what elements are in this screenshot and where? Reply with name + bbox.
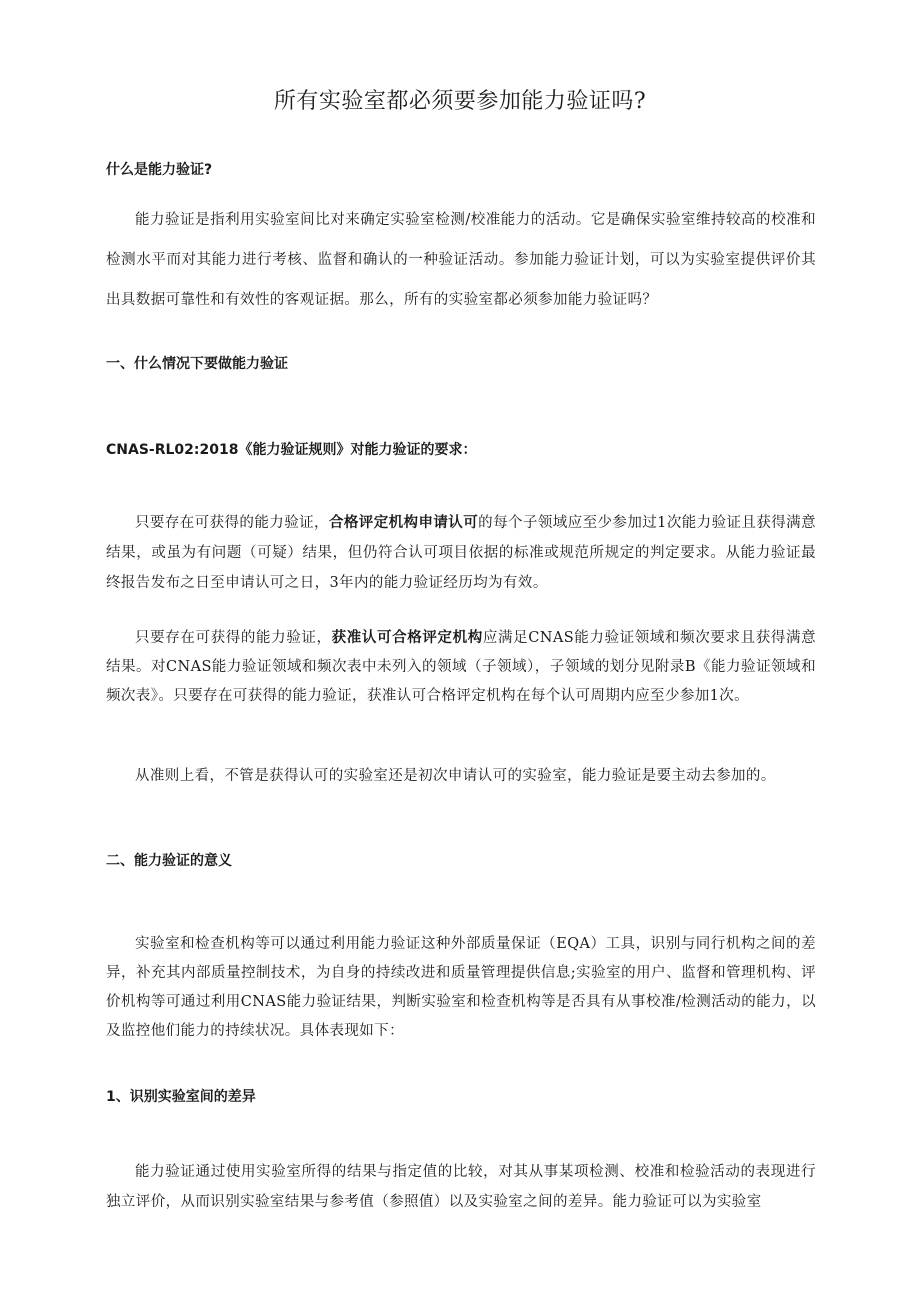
section1-heading: 一、什么情况下要做能力验证 <box>106 356 288 372</box>
what-is-pt-heading: 什么是能力验证? <box>106 162 213 178</box>
section1-paragraph-accredited <box>106 624 816 711</box>
rule-requirement-heading: CNAS-RL02:2018《能力验证规则》对能力验证的要求： <box>106 442 477 458</box>
intro-paragraph: 能力验证是指利用实验室间比对来确定实验室检测/校准能力的活动。它是确保实验室维持较高的校准和检测水平而对其能力进行考核、监督和确认的一种验证活动。参加能力验证计划，可以为实验室提供评价其出具数据可靠性和有效性的客观证据。那么，所有的实验室都必须参加能力验证吗？ <box>106 212 816 308</box>
section2-paragraph: 实验室和检查机构等可以通过利用能力验证这种外部质量保证（EQA）工具，识别与同行机构之间的差异，补充其内部质量控制技术，为自身的持续改进和质量管理提供信息;实验室的用户、监督和管理机构、评价机构等可通过利用CNAS能力验证结果，判断实验室和检查机构等是否具有从事校准/检测活动的能力，以及监控他们能力的持续状况。具体表现如下： <box>106 936 816 1039</box>
applicant-text-post: 的每个子领域应至少参加过1次能力验证且获得满意结果，或虽为有问题（可疑）结果，但仍符合认可项目依据的标准或规范所规定的判定要求。从能力验证最终报告发布之日至申请认可之日，3年内的能力验证经历均为有效。 <box>106 515 816 591</box>
section2-heading: 二、能力验证的意义 <box>106 853 232 869</box>
accredited-text-pre: 只要存在可获得的能力验证， <box>135 630 332 646</box>
document-title: 所有实验室都必须要参加能力验证吗? <box>273 89 647 114</box>
subsection1-paragraph: 能力验证通过使用实验室所得的结果与指定值的比较，对其从事某项检测、校准和检验活动的表现进行独立评价，从而识别实验室结果与参考值（参照值）以及实验室之间的差异。能力验证可以为实验室 <box>106 1164 816 1210</box>
subsection1-heading: 1、识别实验室间的差异 <box>106 1089 256 1105</box>
applicant-text-pre: 只要存在可获得的能力验证， <box>135 515 329 531</box>
accredited-bold-term: 获准认可合格评定机构 <box>331 630 483 646</box>
accredited-text-post: 应满足CNAS能力验证领域和频次要求且获得满意结果。对CNAS能力验证领域和频次表中未列入的领域（子领域），子领域的划分见附录B《能力验证领域和频次表》。只要存在可获得的能力验证，获准认可合格评定机构在每个认可周期内应至少参加1次。 <box>106 630 817 704</box>
section1-conclusion: 从准则上看，不管是获得认可的实验室还是初次申请认可的实验室，能力验证是要主动去参加的。 <box>135 768 776 784</box>
applicant-bold-term: 合格评定机构申请认可 <box>328 515 479 531</box>
section1-paragraph-applicant <box>106 508 816 598</box>
